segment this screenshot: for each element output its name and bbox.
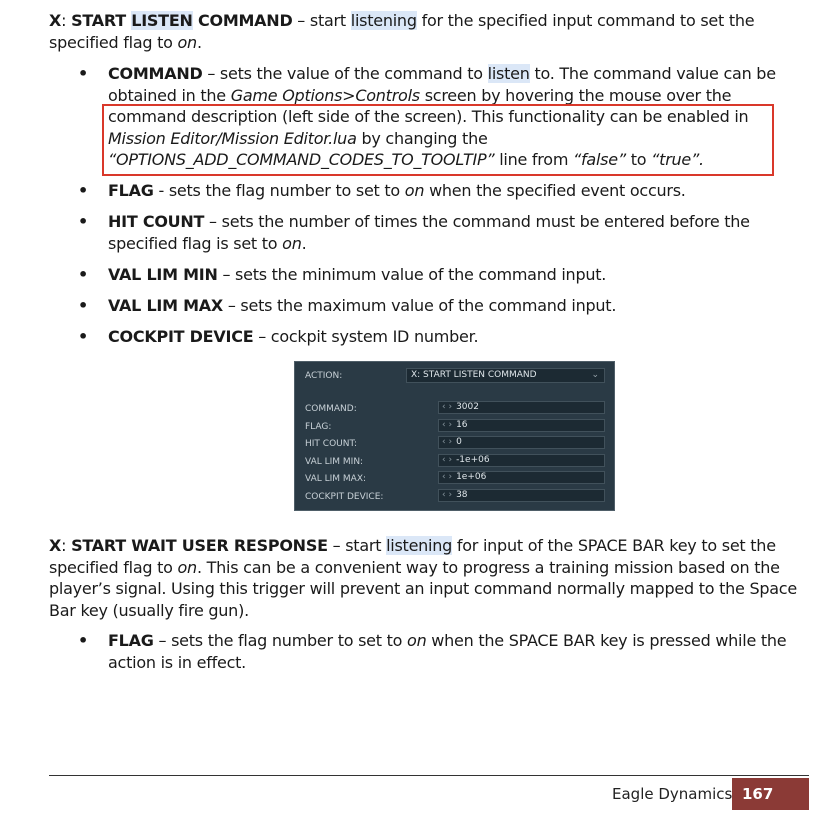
hit-count-value: 0 bbox=[456, 437, 462, 447]
cockpit-device-field[interactable] bbox=[438, 489, 605, 502]
item-label: COCKPIT DEVICE bbox=[108, 326, 254, 346]
chevron-down-icon: ⌄ bbox=[591, 370, 599, 380]
item-text: to bbox=[625, 150, 652, 169]
bullet: • bbox=[78, 295, 88, 315]
item-text: by changing the bbox=[356, 128, 488, 148]
cockpit-device-label: COCKPIT DEVICE: bbox=[305, 492, 384, 502]
item-text: when the SPACE BAR key is pressed while the action is in effect. bbox=[108, 631, 787, 672]
list-item-hit-count bbox=[49, 211, 801, 254]
game-options-path: Game Options>Controls bbox=[230, 85, 420, 105]
item-label: HIT COUNT bbox=[108, 212, 205, 231]
on-italic: on bbox=[404, 181, 425, 200]
section-start-listen-command bbox=[49, 10, 801, 53]
parameter-list-2 bbox=[49, 630, 801, 673]
on-italic: on bbox=[177, 32, 197, 52]
description-text: . This can be a convenient way to progress a training mission based on the player’s signal. Using this trigger will prevent an input command normally mapped to the Space Bar key (usually fire gun). bbox=[49, 557, 797, 620]
list-item-val-lim-max bbox=[49, 295, 801, 317]
true-value: “true”. bbox=[651, 150, 704, 169]
item-text: – sets the value of the command to bbox=[202, 64, 488, 83]
on-italic: on bbox=[282, 233, 302, 253]
flag-label: FLAG: bbox=[305, 422, 332, 432]
description-text: for input of the SPACE BAR key to set the specified flag to bbox=[49, 536, 776, 577]
command-label: COMMAND: bbox=[305, 404, 357, 414]
heading-prefix: X bbox=[49, 536, 62, 555]
item-text: – sets the number of times the command must be entered before the specified flag is set to bbox=[108, 212, 750, 253]
val-lim-min-label: VAL LIM MIN: bbox=[305, 457, 364, 467]
bullet: • bbox=[78, 64, 88, 83]
listen-highlight: listen bbox=[487, 64, 530, 83]
hit-count-field[interactable] bbox=[438, 436, 605, 449]
bullet: • bbox=[78, 181, 88, 200]
item-text: screen by hovering the mouse over the command description (left side of the screen). This functionality can be enabled in bbox=[108, 85, 749, 126]
heading-listen-highlight: LISTEN bbox=[131, 11, 193, 30]
stepper-arrows-icon[interactable]: ‹ › bbox=[442, 472, 453, 482]
list-item-val-lim-min bbox=[49, 264, 801, 286]
listening-highlight: listening bbox=[386, 536, 453, 555]
heading-colon: : bbox=[61, 11, 72, 30]
bullet: • bbox=[78, 631, 88, 650]
option-name: “OPTIONS_ADD_COMMAND_CODES_TO_TOOLTIP” bbox=[108, 150, 495, 169]
flag-value: 16 bbox=[456, 420, 468, 430]
description-text: for the specified input command to set the specified flag to bbox=[49, 11, 755, 52]
heading-command: COMMAND bbox=[192, 11, 293, 30]
item-text: – sets the flag number to set to bbox=[153, 631, 408, 650]
cockpit-device-value: 38 bbox=[456, 490, 468, 500]
val-lim-max-field[interactable] bbox=[438, 471, 605, 484]
command-value: 3002 bbox=[456, 402, 479, 412]
page-number-badge: 167 bbox=[732, 778, 809, 810]
on-italic: on bbox=[407, 631, 427, 650]
flag-field[interactable] bbox=[438, 419, 605, 432]
stepper-arrows-icon[interactable]: ‹ › bbox=[442, 490, 453, 500]
period: . bbox=[196, 32, 202, 52]
heading-title: START WAIT USER RESPONSE bbox=[71, 536, 328, 555]
heading-start: START bbox=[71, 11, 132, 30]
bullet: • bbox=[78, 326, 88, 346]
footer-divider bbox=[49, 775, 809, 776]
item-text: - sets the flag number to set to bbox=[153, 181, 405, 200]
val-lim-min-value: -1e+06 bbox=[456, 455, 490, 465]
item-label: FLAG bbox=[108, 631, 154, 650]
action-select-value: X: START LISTEN COMMAND bbox=[411, 370, 537, 380]
item-text: – sets the minimum value of the command input. bbox=[217, 264, 607, 284]
stepper-arrows-icon[interactable]: ‹ › bbox=[442, 402, 453, 412]
item-label: VAL LIM MIN bbox=[108, 264, 218, 284]
highlight-box bbox=[102, 104, 774, 176]
item-label: VAL LIM MAX bbox=[108, 295, 223, 315]
item-text: to. The command value can be obtained in the bbox=[108, 64, 776, 105]
item-text: – cockpit system ID number. bbox=[253, 326, 479, 346]
footer-company: Eagle Dynamics bbox=[612, 785, 733, 803]
item-text: line from bbox=[494, 150, 573, 169]
heading-dash: – start bbox=[292, 11, 351, 30]
section-start-wait-user-response bbox=[49, 535, 801, 621]
hit-count-label: HIT COUNT: bbox=[305, 439, 358, 449]
on-italic: on bbox=[177, 557, 197, 577]
command-field[interactable] bbox=[438, 401, 605, 414]
heading-title bbox=[71, 11, 292, 30]
false-value: “false” bbox=[573, 150, 626, 169]
heading-dash: – start bbox=[327, 536, 387, 555]
list-item-cockpit-device bbox=[49, 326, 801, 348]
lua-file-path: Mission Editor/Mission Editor.lua bbox=[108, 128, 357, 148]
item-text: . bbox=[301, 233, 307, 253]
item-text: – sets the maximum value of the command input. bbox=[222, 295, 617, 315]
val-lim-min-field[interactable] bbox=[438, 454, 605, 467]
heading-colon: : bbox=[61, 536, 72, 555]
action-label: ACTION: bbox=[305, 371, 343, 381]
heading-prefix: X bbox=[49, 11, 62, 30]
action-select[interactable] bbox=[406, 368, 605, 383]
list-item-flag bbox=[49, 180, 801, 202]
item-text: when the specified event occurs. bbox=[424, 181, 686, 200]
trigger-action-panel bbox=[294, 361, 615, 511]
stepper-arrows-icon[interactable]: ‹ › bbox=[442, 437, 453, 447]
stepper-arrows-icon[interactable]: ‹ › bbox=[442, 420, 453, 430]
list-item-flag bbox=[49, 630, 801, 673]
bullet: • bbox=[78, 264, 88, 284]
bullet: • bbox=[78, 212, 88, 231]
item-label: FLAG bbox=[108, 181, 154, 200]
listening-highlight: listening bbox=[350, 11, 417, 30]
val-lim-max-value: 1e+06 bbox=[456, 472, 487, 482]
stepper-arrows-icon[interactable]: ‹ › bbox=[442, 455, 453, 465]
val-lim-max-label: VAL LIM MAX: bbox=[305, 474, 367, 484]
item-label: COMMAND bbox=[108, 64, 203, 83]
